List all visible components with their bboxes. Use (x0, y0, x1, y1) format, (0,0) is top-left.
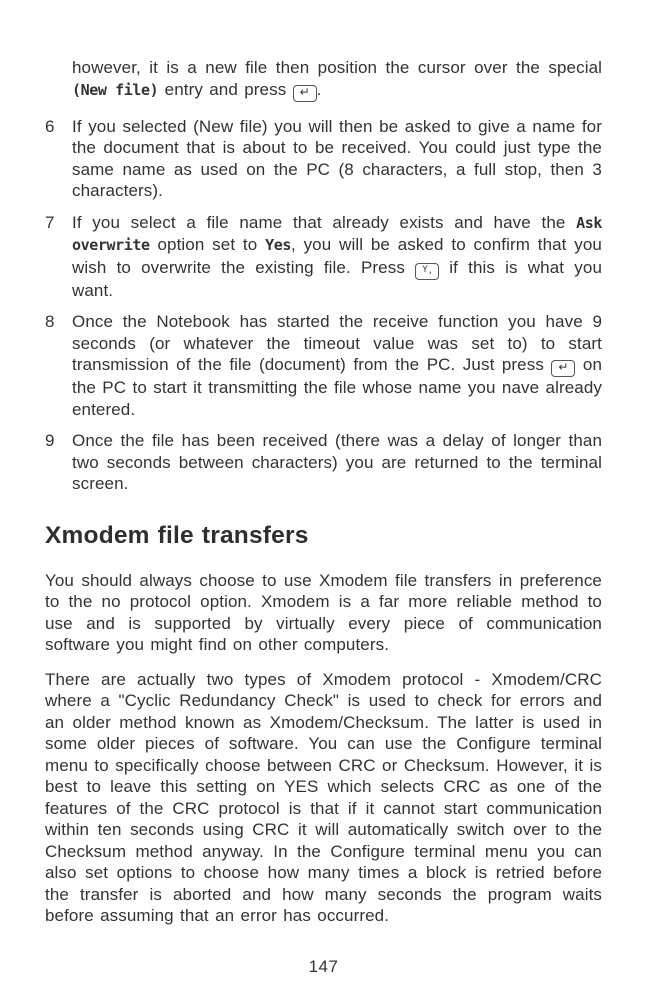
section-heading: Xmodem file transfers (45, 521, 309, 549)
item-number: 7 (45, 212, 55, 232)
page-number: 147 (308, 956, 339, 976)
item7-text-mid1: option set to (149, 235, 266, 254)
yes-mono-label: Yes (265, 236, 291, 254)
enter-key-glyph: ↵ (558, 360, 569, 374)
item7-text-post: if this is what you want. (72, 257, 602, 300)
ask-overwrite-mono-label: Ask overwrite (72, 213, 602, 254)
y-key-icon (415, 263, 439, 280)
item7-text-pre: If you select a file name that already exists and have the (72, 212, 577, 232)
item-text (72, 212, 602, 302)
item7-text-mid2: , you will be asked to confirm that you wish to overwrite the existing file. Press (72, 235, 602, 277)
list-item-8 (45, 311, 602, 420)
y-key-glyph: Y (422, 264, 428, 275)
item-text: Once the file has been received (there was a delay of longer than two seconds between characters) you are returned to the terminal screen. (72, 431, 602, 493)
enter-key-icon (551, 360, 575, 377)
continuation-text-post: . (316, 79, 322, 99)
item-text: If you selected (New file) you will then be asked to give a name for the document that is about to be received. You could just type the same name as used on the PC (8 characters, a full stop, then 3 characters). (72, 116, 602, 200)
item8-text-post: on the PC to start it transmitting the file whose name you nave already entered. (72, 355, 603, 419)
list-item-7 (45, 212, 602, 302)
item-text (72, 311, 602, 420)
enter-key-icon (293, 85, 317, 102)
item8-text-pre: Once the Notebook has started the receive function you have 9 seconds (or whatever the timeout value was set to) to start transmission of the file (document) from the PC. Just press (72, 312, 602, 374)
y-key-mark: , (428, 264, 432, 276)
enter-key-glyph: ↵ (299, 84, 310, 99)
paragraph-1: You should always choose to use Xmodem file transfers in preference to the no protocol option. Xmodem is a far more reliable method to use and is supported by virtually every piece of communication software you might find on other computers. (45, 570, 602, 654)
item-number: 8 (45, 312, 55, 331)
item-number: 6 (45, 116, 55, 136)
paragraph-2: There are actually two types of Xmodem protocol - Xmodem/CRC where a "Cyclic Redundancy Check" is used to check for errors and an older method known as Xmodem/Checksum. The latter is used in some older pieces of software. You can use the Configure terminal menu to specifically choose between CRC or Checksum. However, it is best to leave this setting on YES which selects CRC as one of the features of the CRC protocol is that if it cannot start communication within ten seconds using CRC it will automatically switch over to the Checksum method anyway. In the Configure terminal menu you can also set options to choose how many times a block is retried before the transfer is aborted and how many seconds the program waits before assuming that an error has occurred. (45, 669, 602, 925)
list-item-6 (45, 116, 602, 202)
list-item-9 (45, 430, 602, 495)
continuation-paragraph (72, 57, 602, 102)
new-file-mono-label: (New file) (72, 80, 159, 99)
continuation-text-pre: however, it is a new file then position the cursor over the special (72, 58, 602, 77)
item-number: 9 (45, 431, 55, 450)
numbered-list (45, 116, 602, 495)
continuation-text-mid: entry and press (158, 79, 293, 99)
